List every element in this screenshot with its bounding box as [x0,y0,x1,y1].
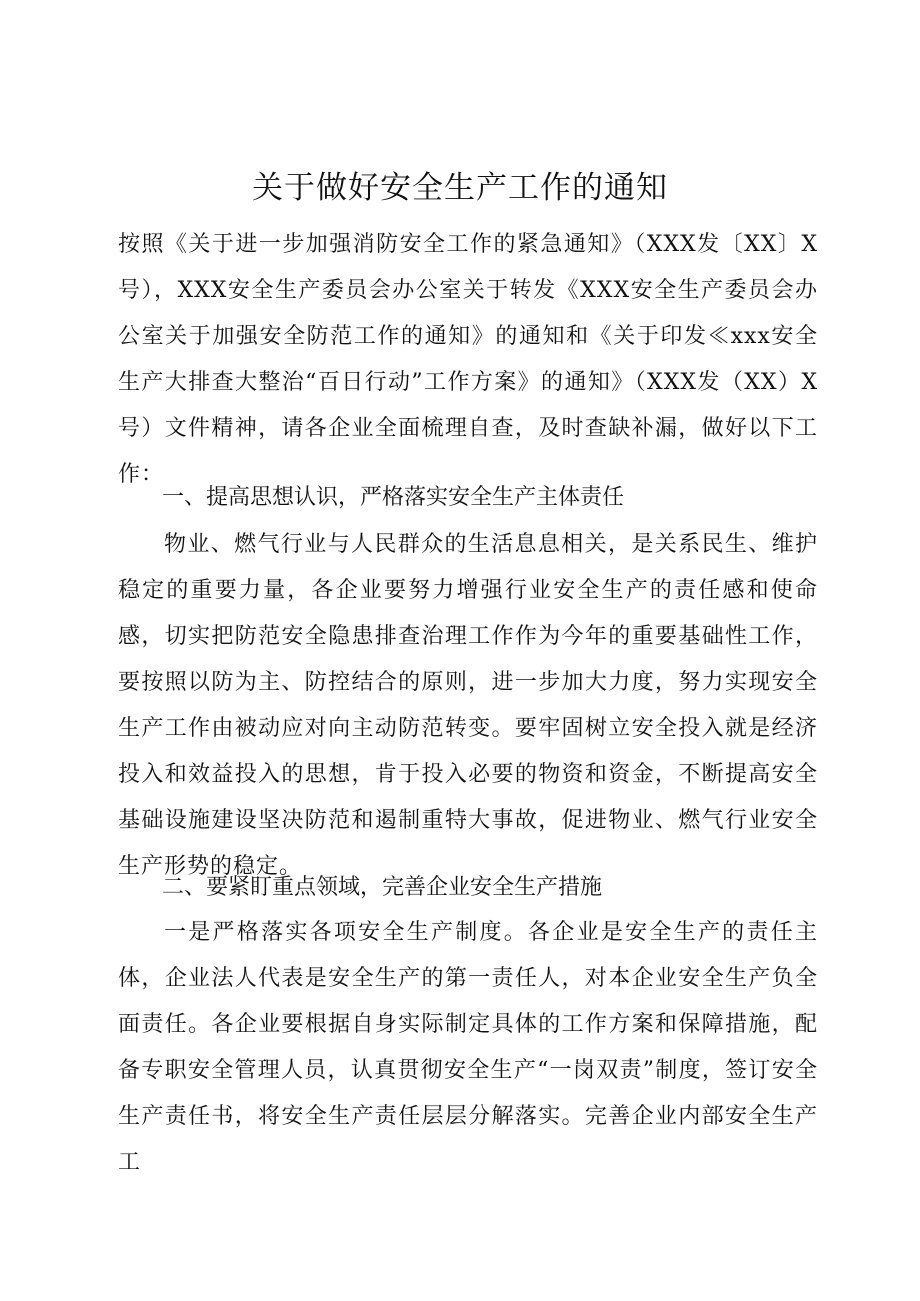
section-1-heading: 一、提高思想认识，严格落实安全生产主体责任 [162,485,625,510]
section-2-heading: 二、要紧盯重点领域，完善企业安全生产措施 [162,875,603,900]
section-2-paragraph: 一是严格落实各项安全生产制度。各企业是安全生产的责任主体，企业法人代表是安全生产的第一责任人，对本企业安全生产负全面责任。各企业要根据自身实际制定具体的工作方案和保障措施，配备专职安全管理人员，认真贯彻安全生产“一岗双责”制度，签订安全生产责任书，将安全生产责任层层分解落实。完善企业内部安全生产工 [118,920,818,1175]
intro-paragraph: 按照《关于进一步加强消防安全工作的紧急通知》（XXX发〔XX〕X号），XXX安全生产委员会办公室关于转发《XXX安全生产委员会办公室关于加强安全防范工作的通知》的通知和《关于印发≪xxx安全生产大排查大整治“百日行动”工作方案》的通知》（XXX发（XX）X号）文件精神，请各企业全面梳理自查，及时查缺补漏，做好以下工作： [118,232,818,487]
document-title: 关于做好安全生产工作的通知 [252,170,668,206]
section-1-paragraph: 物业、燃气行业与人民群众的生活息息相关，是关系民生、维护稳定的重要力量，各企业要努力增强行业安全生产的责任感和使命感，切实把防范安全隐患排查治理工作作为今年的重要基础性工作，要按照以防为主、防控结合的原则，进一步加大力度，努力实现安全生产工作由被动应对向主动防范转变。要牢固树立安全投入就是经济投入和效益投入的思想，肯于投入必要的物资和资金，不断提高安全基础设施建设坚决防范和遏制重特大事故，促进物业、燃气行业安全生产形势的稳定。 [118,532,818,879]
